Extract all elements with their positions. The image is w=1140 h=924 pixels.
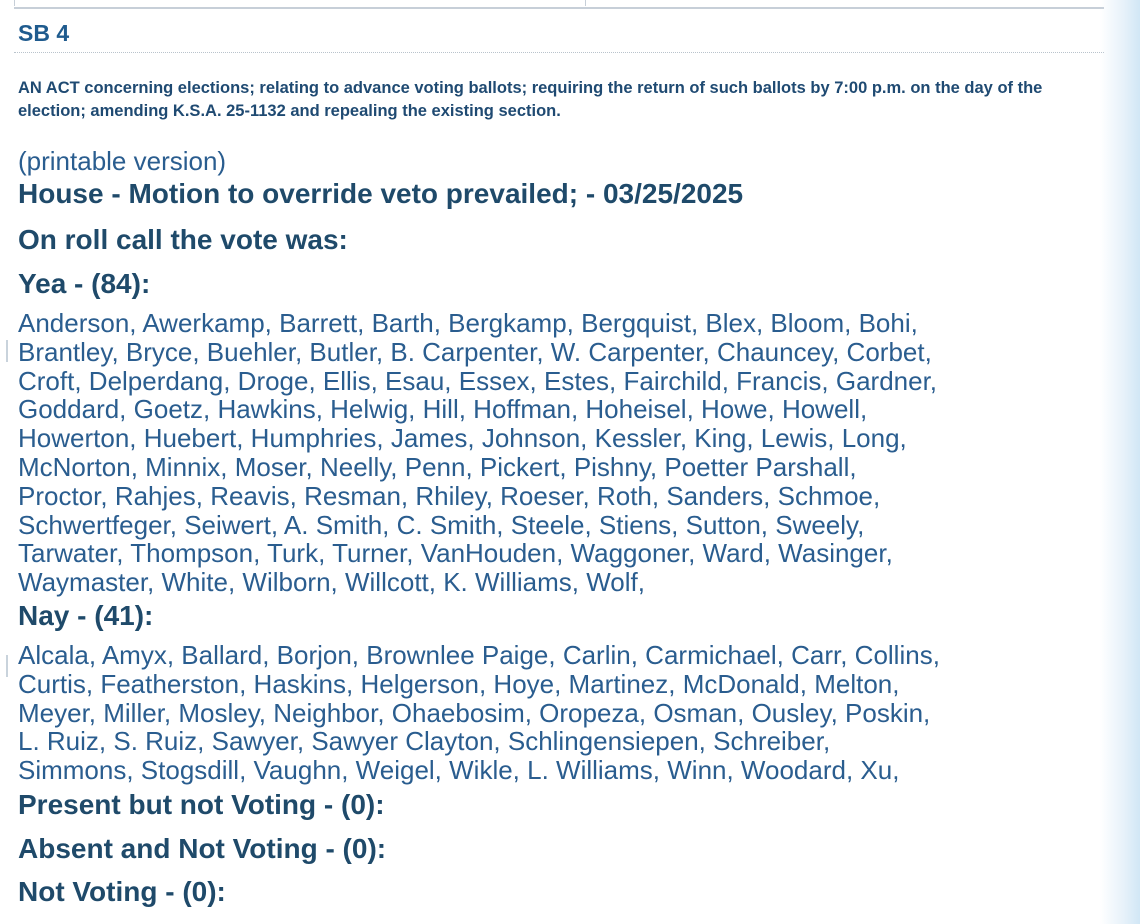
previous-section-edge xyxy=(14,0,586,6)
nay-heading: Nay - (41): xyxy=(18,600,154,631)
dotted-divider xyxy=(14,52,1104,53)
motion-heading: House - Motion to override veto prevailed; - 03/25/2025 xyxy=(18,178,744,209)
nay-names-list xyxy=(18,641,1118,785)
present-not-voting-heading: Present but not Voting - (0): xyxy=(18,789,385,820)
yea-names-line: Goddard, Goetz, Hawkins, Helwig, Hill, Hoffman, Hoheisel, Howe, Howell, xyxy=(18,394,868,425)
yea-names-line: Proctor, Rahjes, Reavis, Resman, Rhiley, Roeser, Roth, Sanders, Schmoe, xyxy=(18,480,881,511)
top-divider xyxy=(14,7,1104,9)
yea-names-line: Croft, Delperdang, Droge, Ellis, Esau, Essex, Estes, Fairchild, Francis, Gardner, xyxy=(18,365,938,396)
absent-not-voting-heading: Absent and Not Voting - (0): xyxy=(18,833,387,864)
yea-names-list xyxy=(18,309,1118,597)
yea-names-line: Tarwater, Thompson, Turk, Turner, VanHouden, Waggoner, Ward, Wasinger, xyxy=(18,538,893,569)
yea-names-line: Brantley, Bryce, Buehler, Butler, B. Carpenter, W. Carpenter, Chauncey, Corbet, xyxy=(18,336,932,367)
nay-names-line: Curtis, Featherston, Haskins, Helgerson, Hoye, Martinez, McDonald, Melton, xyxy=(18,668,900,699)
nay-names-line: L. Ruiz, S. Ruiz, Sawyer, Sawyer Clayton, Schlingensiepen, Schreiber, xyxy=(18,726,831,757)
not-voting-heading: Not Voting - (0): xyxy=(18,876,226,907)
yea-names-line: Howerton, Huebert, Humphries, James, Johnson, Kessler, King, Lewis, Long, xyxy=(18,423,907,454)
roll-call-heading: On roll call the vote was: xyxy=(18,224,348,255)
bill-title: AN ACT concerning elections; relating to advance voting ballots; requiring the return of such ballots by 7:00 p.m. on the day of the election; amending K.S.A. 25-1132 and repealing the existing section. xyxy=(18,79,1043,120)
yea-heading: Yea - (84): xyxy=(18,268,151,299)
nay-names-line: Alcala, Amyx, Ballard, Borjon, Brownlee Paige, Carlin, Carmichael, Carr, Collins, xyxy=(18,640,940,670)
bill-number: SB 4 xyxy=(18,20,70,46)
nay-names-line: Meyer, Miller, Mosley, Neighbor, Ohaebosim, Oropeza, Osman, Ousley, Poskin, xyxy=(18,697,931,728)
yea-names-line: McNorton, Minnix, Moser, Neelly, Penn, Pickert, Pishny, Poetter Parshall, xyxy=(18,451,857,482)
left-edge-mark xyxy=(6,655,8,677)
printable-version-link[interactable]: (printable version) xyxy=(18,146,227,176)
left-edge-mark xyxy=(6,340,8,362)
yea-names-line: Schwertfeger, Seiwert, A. Smith, C. Smith, Steele, Stiens, Sutton, Sweely, xyxy=(18,509,865,540)
nay-names-line: Simmons, Stogsdill, Vaughn, Weigel, Wikle, L. Williams, Winn, Woodard, Xu, xyxy=(18,755,900,786)
yea-names-line: Anderson, Awerkamp, Barrett, Barth, Bergkamp, Bergquist, Blex, Bloom, Bohi, xyxy=(18,308,918,338)
yea-names-line: Waymaster, White, Wilborn, Willcott, K. Williams, Wolf, xyxy=(18,567,645,598)
